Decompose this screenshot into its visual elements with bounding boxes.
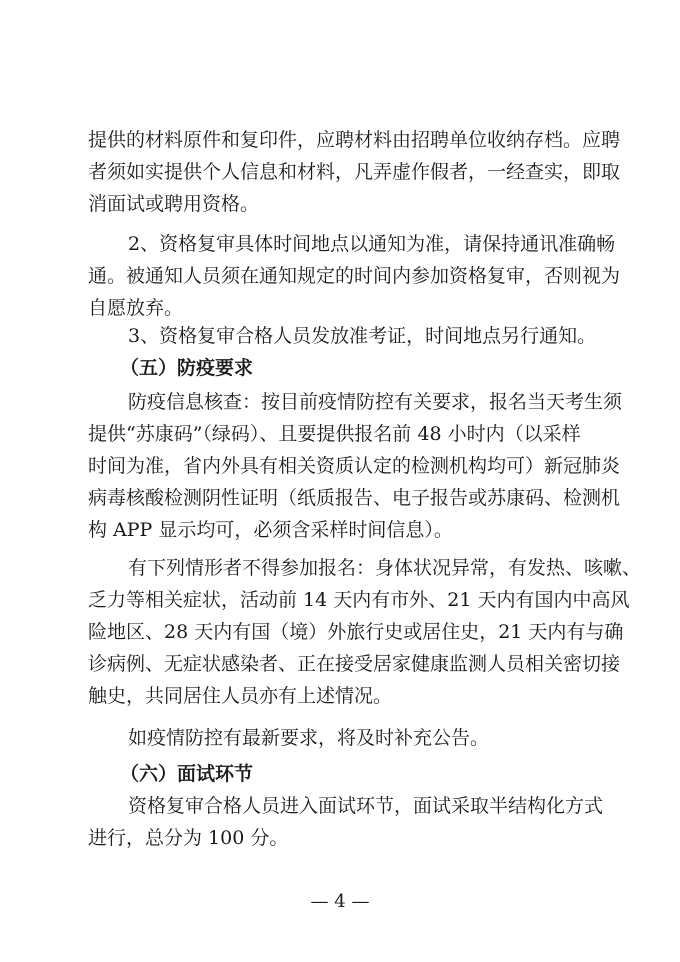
paragraph-line: 有下列情形者不得参加报名：身体状况异常，有发热、咳嗽、 — [128, 557, 642, 579]
paragraph-line: 诊病例、无症状感染者、正在接受居家健康监测人员相关密切接 — [88, 653, 621, 675]
paragraph-line: 进行，总分为 100 分。 — [88, 827, 289, 849]
paragraph-line: 触史，共同居住人员亦有上述情况。 — [88, 685, 393, 707]
paragraph-line: 如疫情防控有最新要求，将及时补充公告。 — [128, 727, 490, 749]
paragraph-line: 构 APP 显示均可，必须含采样时间信息）。 — [88, 519, 453, 541]
paragraph-line: 险地区、28 天内有国（境）外旅行史或居住史，21 天内有与确 — [88, 621, 624, 643]
paragraph-line: 提供“苏康码”（绿码）、且要提供报名前 48 小时内（以采样 — [88, 423, 581, 445]
paragraph-line: 者须如实提供个人信息和材料，凡弄虚作假者，一经查实，即取 — [88, 161, 621, 183]
paragraph-line: 防疫信息核查：按目前疫情防控有关要求，报名当天考生须 — [128, 391, 623, 413]
section-heading: （五）防疫要求 — [120, 357, 254, 379]
paragraph-line: 通。被通知人员须在通知规定的时间内参加资格复审，否则视为 — [88, 265, 621, 287]
paragraph-line: 病毒核酸检测阴性证明（纸质报告、电子报告或苏康码、检测机 — [88, 487, 621, 509]
section-heading: （六）面试环节 — [120, 763, 254, 785]
paragraph-line: 自愿放弃。 — [88, 297, 184, 319]
paragraph-line: 时间为准，省内外具有相关资质认定的检测机构均可）新冠肺炎 — [88, 455, 621, 477]
paragraph-line: 消面试或聘用资格。 — [88, 193, 260, 215]
page-number: — 4 — — [310, 891, 370, 912]
paragraph-line: 提供的材料原件和复印件，应聘材料由招聘单位收纳存档。应聘 — [88, 129, 621, 151]
paragraph-line: 乏力等相关症状，活动前 14 天内有市外、21 天内有国内中高风 — [88, 589, 630, 611]
paragraph-line: 2、资格复审具体时间地点以通知为准，请保持通讯准确畅 — [128, 233, 616, 255]
paragraph-line: 资格复审合格人员进入面试环节，面试采取半结构化方式 — [128, 795, 604, 817]
paragraph-line: 3、资格复审合格人员发放准考证，时间地点另行通知。 — [128, 325, 597, 347]
